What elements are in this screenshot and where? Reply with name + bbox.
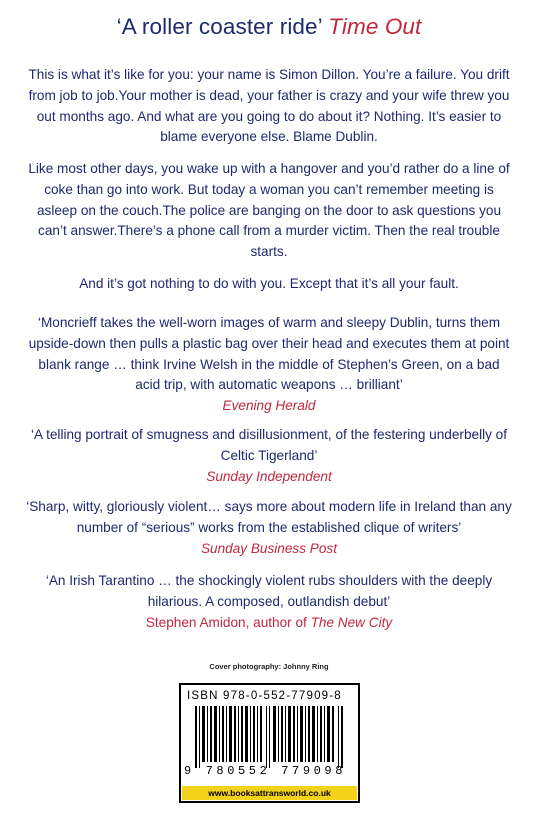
review-text: ‘A telling portrait of smugness and disillusionment, of the festering underbelly of Celtic Tigerland’ — [30, 427, 508, 463]
review-2 — [26, 425, 512, 487]
barcode-icon — [195, 706, 345, 768]
review-source: Sunday Business Post — [200, 540, 338, 556]
headline-quote: ‘A roller coaster ride’ — [116, 14, 322, 39]
review-source: Sunday Independent — [206, 468, 332, 484]
review-3 — [26, 497, 512, 559]
review-source: Evening Herald — [222, 398, 316, 414]
blurb-text: And it’s got nothing to do with you. Except that it’s all your fault. — [79, 276, 459, 291]
cover-credit: Cover photography: Johnny Ring — [209, 662, 329, 671]
review-4 — [26, 571, 512, 633]
barcode-digits: 9 780552 779098 — [184, 764, 347, 778]
headline — [0, 14, 538, 40]
isbn-label: ISBN 978-0-552-77909-8 — [187, 690, 342, 702]
barcode-box — [179, 683, 360, 803]
review-source-prefix: Stephen Amidon, author of — [145, 614, 311, 630]
review-text: ‘Moncrieff takes the well-worn images of warm and sleepy Dublin, turns them upside-down then pulls a plastic bag over their head and executes them at point blank range … think Irvine Welsh in the middle of Stephen’s Green, on a bad acid trip, with automatic weapons … brilliant’ — [28, 315, 510, 393]
blurb-text: This is what it’s like for you: your name is Simon Dillon. You’re a failure. You drift from job to job.Your mother is dead, your father is crazy and your wife threw you out months ago. And what are you going to do about it? Nothing. It’s easier to blame everyone else. Blame Dublin. — [28, 67, 510, 145]
headline-source: Time Out — [328, 14, 422, 39]
review-text: ‘Sharp, witty, gloriously violent… says more about modern life in Ireland than any number of “serious” works from the established clique of writers’ — [26, 499, 512, 535]
review-text: ‘An Irish Tarantino … the shockingly violent rubs shoulders with the deeply hilarious. A composed, outlandish debut’ — [45, 573, 493, 609]
review-1 — [26, 313, 512, 417]
review-source — [26, 613, 512, 634]
publisher-url: www.booksattransworld.co.uk — [182, 786, 357, 800]
review-source-title: The New City — [310, 614, 393, 630]
blurb-text: Like most other days, you wake up with a hangover and you’d rather do a line of coke than go into work. But today a woman you can’t remember meeting is asleep on the couch.The police are banging on the door to ask questions you can’t answer.There’s a phone call from a murder victim. Then the real trouble starts. — [28, 161, 510, 260]
blurb-paragraph-3 — [26, 274, 512, 295]
blurb-paragraph-1 — [26, 65, 512, 148]
blurb-paragraph-2 — [26, 159, 512, 263]
